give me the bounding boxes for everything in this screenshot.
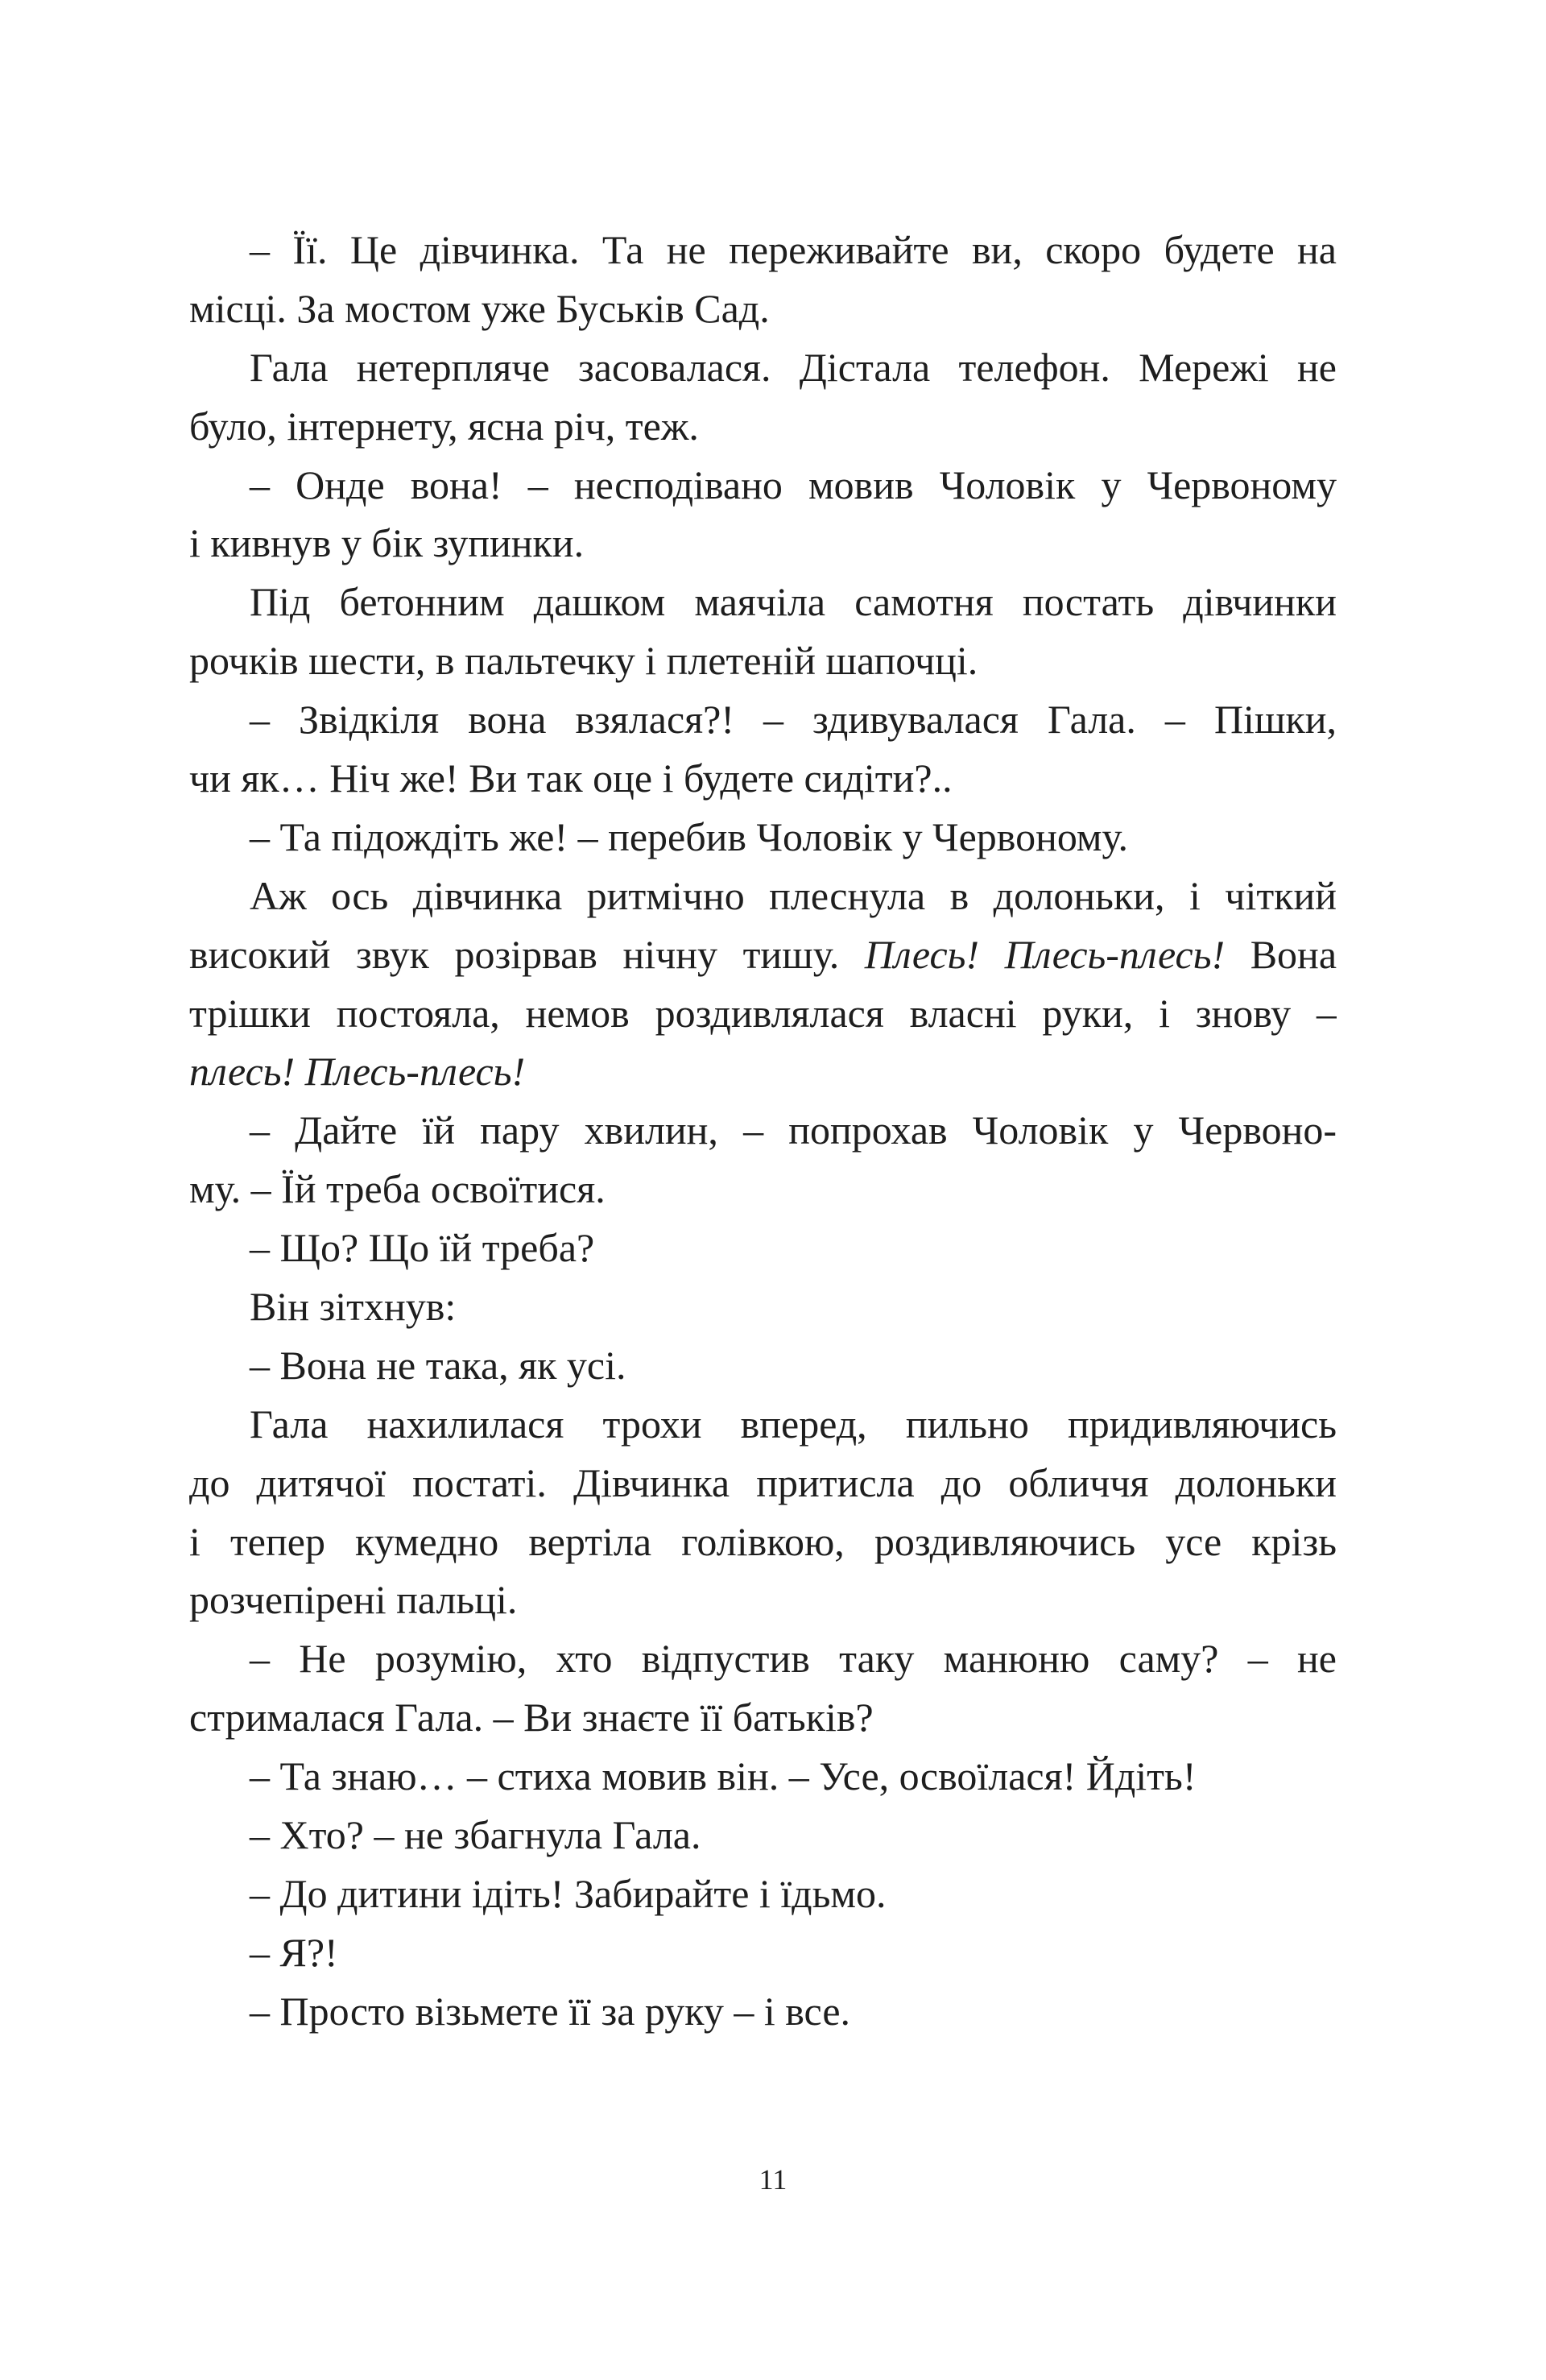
text-segment: місці. За мостом уже Буськів Сад.	[189, 285, 770, 331]
text-line	[189, 1454, 1337, 1513]
text-line	[189, 1806, 1337, 1865]
text-segment: – Та знаю… – стиха мовив він. – Усе, освоїлася! Йдіть!	[250, 1753, 1197, 1799]
text-segment: – Просто візьмете її за руку – і все.	[250, 1988, 851, 2034]
text-line	[189, 1629, 1337, 1688]
text-line	[189, 1982, 1337, 2041]
italic-text: плесь! Плесь-плесь!	[189, 1049, 526, 1095]
italic-text: Плесь! Плесь-плесь!	[864, 931, 1226, 977]
text-segment: – Вона не така, як усі.	[250, 1342, 626, 1388]
text-line	[189, 1395, 1337, 1454]
text-segment: Вона	[1225, 931, 1337, 977]
text-line	[189, 221, 1337, 279]
text-segment: Під бетонним дашком маячіла самотня постать дівчинки	[250, 579, 1337, 625]
text-line	[189, 1160, 1337, 1219]
text-segment: Він зітхнув:	[250, 1284, 457, 1330]
text-segment: – Її. Це дівчинка. Та не переживайте ви, скоро будете на	[250, 227, 1337, 272]
text-segment: і тепер кумедно вертіла голівкою, роздивляючись усе крізь	[189, 1518, 1337, 1564]
text-segment: високий звук розірвав нічну тишу.	[189, 931, 865, 977]
text-line	[189, 1101, 1337, 1160]
text-segment: – Звідкіля вона взялася?! – здивувалася Гала. – Пішки,	[250, 697, 1337, 743]
text-line	[189, 1336, 1337, 1395]
text-segment: було, інтернету, ясна річ, теж.	[189, 403, 699, 449]
text-segment: – Хто? – не збагнула Гала.	[250, 1812, 701, 1858]
text-segment: – Не розумію, хто відпустив таку манюню саму? – не	[250, 1636, 1337, 1682]
text-line	[189, 925, 1337, 984]
text-segment: і кивнув у бік зупинки.	[189, 520, 585, 566]
text-line	[189, 749, 1337, 808]
text-segment: – Дайте їй пару хвилин, – попрохав Чоловік у Червоно-	[250, 1107, 1337, 1153]
text-segment: чи як… Ніч же! Ви так оце і будете сидіти?..	[189, 755, 953, 801]
text-line	[189, 690, 1337, 749]
text-line	[189, 631, 1337, 690]
text-line	[189, 984, 1337, 1043]
text-line	[189, 867, 1337, 925]
text-line	[189, 1219, 1337, 1277]
text-segment: розчепірені пальці.	[189, 1577, 518, 1623]
text-line	[189, 1513, 1337, 1571]
text-line	[189, 456, 1337, 515]
text-line	[189, 1747, 1337, 1806]
text-line	[189, 279, 1337, 338]
text-line	[189, 1923, 1337, 1982]
text-segment: до дитячої постаті. Дівчинка притисла до обличчя долоньки	[189, 1459, 1337, 1505]
page-number: 11	[759, 2163, 787, 2196]
text-line	[189, 1042, 1337, 1101]
text-segment: – Що? Що їй треба?	[250, 1225, 595, 1271]
text-segment: стрималася Гала. – Ви знаєте її батьків?	[189, 1695, 874, 1741]
text-line	[189, 1865, 1337, 1923]
text-line	[189, 1277, 1337, 1336]
text-segment: – Онде вона! – несподівано мовив Чоловік у Червоному	[250, 462, 1337, 507]
text-segment: – До дитини ідіть! Забирайте і їдьмо.	[250, 1870, 887, 1916]
text-line	[189, 1688, 1337, 1747]
text-segment: Гала нахилилася трохи вперед, пильно придивляючись	[250, 1401, 1337, 1447]
text-line	[189, 514, 1337, 573]
text-segment: Гала нетерпляче засовалася. Дістала телефон. Мережі не	[250, 344, 1337, 390]
text-segment: му. – Їй треба освоїтися.	[189, 1166, 606, 1212]
text-segment: – Я?!	[250, 1929, 338, 1975]
text-line	[189, 573, 1337, 631]
text-segment: рочків шести, в пальтечку і плетеній шапочці.	[189, 638, 978, 684]
text-line	[189, 338, 1337, 397]
page-body-text	[189, 221, 1337, 2041]
text-line	[189, 808, 1337, 867]
text-line	[189, 397, 1337, 456]
text-segment: Аж ось дівчинка ритмічно плеснула в долоньки, і чіткий	[250, 872, 1337, 918]
text-segment: трішки постояла, немов роздивлялася власні руки, і знову –	[189, 990, 1337, 1036]
text-segment: – Та підождіть же! – перебив Чоловік у Червоному.	[250, 813, 1129, 859]
text-line	[189, 1571, 1337, 1629]
